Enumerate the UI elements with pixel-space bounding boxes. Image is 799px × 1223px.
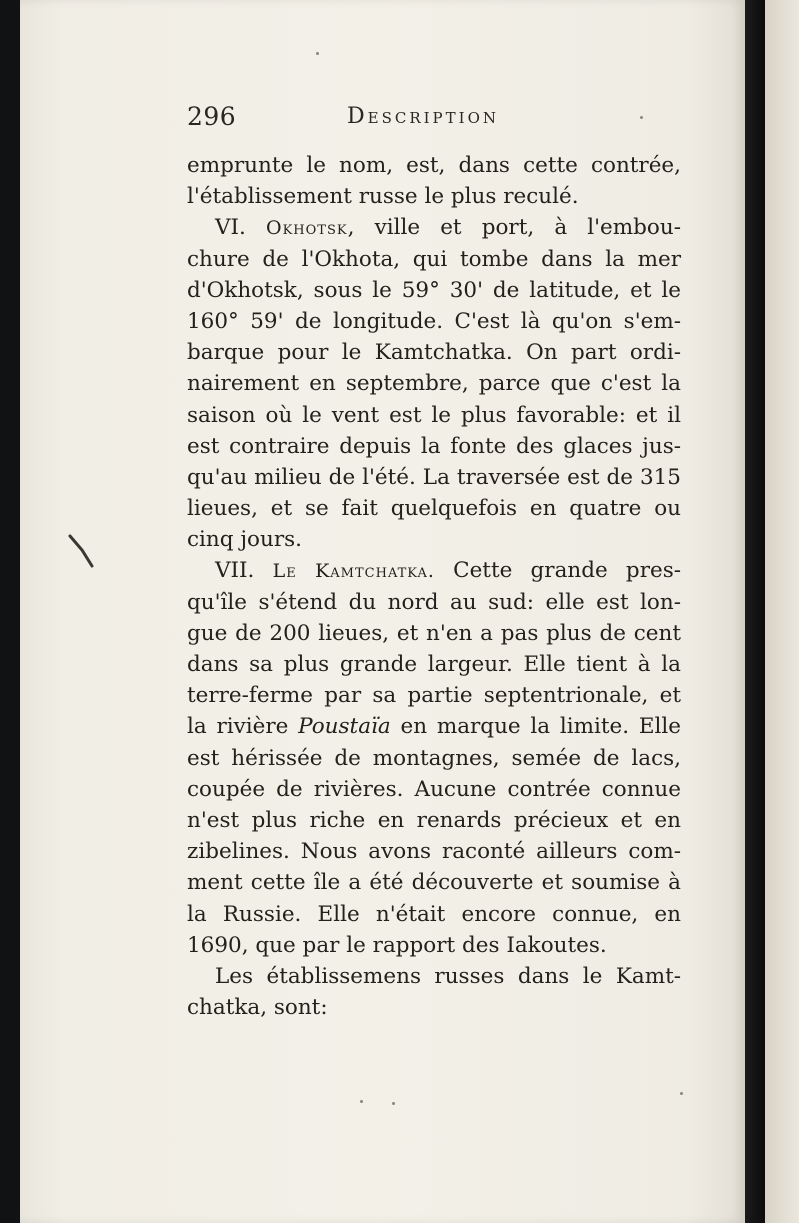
text-line: qu'île s'étend du nord au sud: elle est lon- [187,589,681,615]
text-line: chatka, sont: [187,995,328,1021]
text-line: la Russie. Elle n'était encore connue, en [187,901,681,927]
text-line: l'établissement russe le plus reculé. [187,184,579,210]
section-heading-line [187,212,681,243]
text-line: barque pour le Kamtchatka. On part ordi- [187,340,681,366]
paper-speck [392,1102,395,1105]
text-line: qu'au milieu de l'été. La traversée est de 315 [187,464,681,490]
text-line-with-italic [187,711,681,742]
section-heading-line [187,555,681,586]
section-name: Le Kamtchatka. [272,560,435,583]
river-name: Poustaïa [298,714,391,740]
page-number: 296 [187,102,237,131]
facing-page-edge [765,0,799,1223]
text-line: 1690, que par le rapport des Iakoutes. [187,932,607,958]
book-gutter [745,0,765,1223]
text-line: emprunte le nom, est, dans cette contrée, [187,153,681,178]
text-line: n'est plus riche en renards précieux et en [187,807,681,833]
section-number: VII. [215,558,255,584]
text-line: ment cette île a été découverte et soumise à [187,870,681,896]
page-header [187,100,687,136]
text-line: dans sa plus grande largeur. Elle tient à la [187,652,681,677]
section-number: VI. [215,215,246,241]
text-line: zibelines. Nous avons raconté ailleurs com- [187,839,681,865]
text-line: chure de l'Okhota, qui tombe dans la mer [187,246,681,272]
text-line: coupée de rivières. Aucune contrée connue [187,776,681,802]
text-line: est contraire depuis la fonte des glaces jus- [187,433,681,459]
text-line: Les établissemens russes dans le Kamt- [215,963,681,989]
text-fragment: , ville et port, à l'embou- [347,215,681,241]
text-line: terre-ferme par sa partie septentrionale, et [187,683,681,709]
text-line: d'Okhotsk, sous le 59° 30' de latitude, et le [187,277,681,303]
text-line: saison où le vent est le plus favorable: et il [187,402,681,428]
text-line: 160° 59' de longitude. C'est là qu'on s'em- [187,308,681,334]
section-name: Okhotsk [266,217,348,240]
paper-speck [360,1100,363,1103]
running-title: Description [347,104,500,129]
text-line: nairement en septembre, parce que c'est la [187,371,681,397]
text-fragment: en marque la limite. Elle [390,714,682,740]
page-body-text [187,150,681,1023]
text-line: cinq jours. [187,527,302,553]
paper-speck [316,52,319,55]
text-fragment: la rivière [187,714,299,740]
text-line: lieues, et se fait quelquefois en quatre ou [187,496,681,522]
paper-speck [680,1092,683,1095]
text-fragment: Cette grande pres- [434,558,681,584]
book-left-edge [0,0,20,1223]
text-line: est hérissée de montagnes, semée de lacs, [187,745,681,771]
text-line: gue de 200 lieues, et n'en a pas plus de cent [187,620,681,646]
pencil-mark [68,532,96,570]
